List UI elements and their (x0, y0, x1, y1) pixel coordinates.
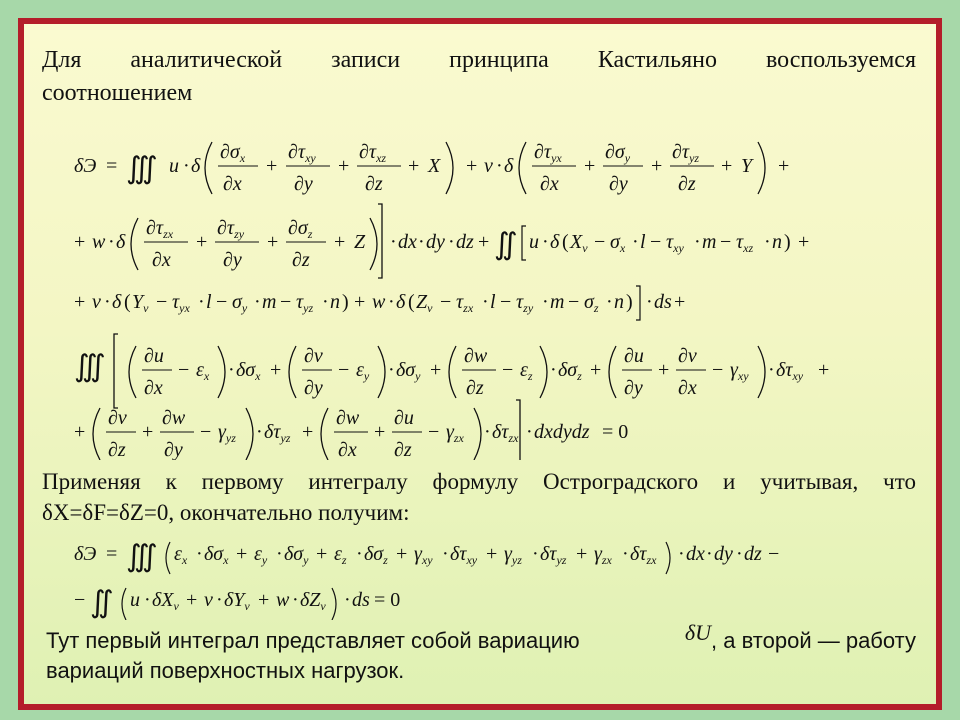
svg-text:l: l (206, 291, 212, 313)
svg-text:δτyz: $\delta\tau_{yz}$ (540, 543, 567, 567)
svg-text:+: + (196, 231, 208, 253)
svg-text:−: − (440, 291, 452, 313)
svg-text:·: · (344, 589, 351, 611)
svg-text:+: + (186, 589, 198, 611)
svg-text:·: · (706, 543, 713, 565)
svg-text:∂σx: $\partial\sigma_x$ (220, 141, 246, 165)
svg-text:+: + (584, 155, 596, 177)
svg-text:∂σz: $\partial\sigma_z$ (288, 217, 313, 241)
svg-text:+: + (236, 543, 248, 565)
svg-text:+: + (430, 359, 442, 381)
svg-text:): ) (626, 291, 633, 313)
svg-text:Xv: $X_v$ (570, 231, 588, 255)
svg-text:∂τyx: $\partial\tau_{yx}$ (534, 141, 562, 165)
svg-text:= 0: = 0 (602, 421, 629, 443)
svg-text:∂τxz: $\partial\tau_{xz}$ (359, 141, 387, 165)
svg-text:·: · (736, 543, 743, 565)
conclusion-text-part-1: Тут первый интеграл представляет собой вариацию (46, 628, 580, 653)
svg-text:−: − (428, 421, 440, 443)
intro-line-1: Для аналитической записи принципа Кастильяно воспользуемся (42, 47, 916, 73)
svg-text:∂v: ∂v (108, 407, 127, 429)
svg-text:∂z: ∂z (292, 249, 310, 271)
slide-frame (18, 18, 942, 710)
svg-text:+: + (486, 543, 498, 565)
svg-text:τxz: $\tau_{xz}$ (736, 231, 754, 255)
svg-text:u: u (169, 155, 179, 177)
svg-text:δЭ: δЭ (74, 543, 97, 565)
svg-text:σy: $\sigma_y$ (232, 291, 248, 315)
svg-text:): ) (784, 231, 791, 253)
svg-text:Yv: $Y_v$ (132, 291, 149, 315)
svg-text:γzx: $\gamma_{zx}$ (594, 543, 612, 567)
svg-text:∂x: ∂x (338, 439, 357, 460)
svg-text:∂τyz: $\partial\tau_{yz}$ (672, 141, 700, 165)
svg-text:+: + (334, 231, 346, 253)
svg-text:w: w (372, 291, 386, 313)
svg-text:w: w (276, 589, 290, 611)
svg-text:Zv: $Z_v$ (416, 291, 433, 315)
svg-text:w: w (92, 231, 106, 253)
svg-text:·: · (228, 359, 235, 381)
svg-text:l: l (640, 231, 646, 253)
svg-text:+: + (798, 231, 810, 253)
svg-text:δ: δ (550, 231, 560, 253)
svg-text:−: − (720, 231, 732, 253)
svg-text:δσx: $\delta\sigma_x$ (236, 359, 261, 383)
svg-text:δσx: $\delta\sigma_x$ (204, 543, 229, 567)
eq1-line-2 (74, 204, 809, 278)
svg-text:δτxy: $\delta\tau_{xy}$ (776, 359, 804, 383)
svg-text:+: + (721, 155, 733, 177)
svg-text:n: n (330, 291, 340, 313)
svg-text:Y: Y (741, 155, 753, 177)
svg-text:·: · (768, 359, 775, 381)
svg-text:∂z: ∂z (466, 377, 484, 399)
svg-text:∂x: ∂x (152, 249, 171, 271)
svg-text:): ) (342, 291, 349, 313)
svg-text:−: − (178, 359, 190, 381)
svg-text:+: + (354, 291, 366, 313)
svg-text:∂w: ∂w (464, 345, 488, 367)
svg-text:(: ( (124, 291, 131, 313)
svg-text:·: · (418, 231, 425, 253)
svg-text:+: + (302, 421, 314, 443)
svg-text:dx: dx (686, 543, 705, 565)
svg-text:·: · (198, 291, 205, 313)
svg-text:·: · (632, 231, 639, 253)
svg-text:−: − (502, 359, 514, 381)
svg-text:γzx: $\gamma_{zx}$ (446, 421, 464, 445)
svg-text:·: · (256, 421, 263, 443)
svg-text:+: + (396, 543, 408, 565)
svg-text:+: + (408, 155, 420, 177)
svg-text:·: · (196, 543, 203, 565)
svg-text:·: · (104, 291, 111, 313)
svg-text:·: · (678, 543, 685, 565)
conclusion-paragraph (46, 620, 916, 686)
svg-text:∂z: ∂z (108, 439, 126, 460)
svg-text:+: + (316, 543, 328, 565)
svg-text:dx: dx (398, 231, 417, 253)
svg-text:εz: $\varepsilon_z$ (520, 359, 533, 383)
svg-text:+: + (267, 231, 279, 253)
svg-text:−: − (650, 231, 662, 253)
svg-text:δ: δ (191, 155, 201, 177)
svg-text:∂u: ∂u (624, 345, 644, 367)
svg-text:−: − (74, 589, 86, 611)
svg-text:v: v (92, 291, 101, 313)
svg-text:τyx: $\tau_{yx}$ (172, 291, 190, 315)
svg-text:v: v (484, 155, 493, 177)
svg-text:δτyz: $\delta\tau_{yz}$ (264, 421, 291, 445)
svg-text:δτzx: $\delta\tau_{zx}$ (630, 543, 657, 567)
svg-text:γyz: $\gamma_{yz}$ (504, 543, 522, 567)
svg-text:ds: ds (654, 291, 672, 313)
svg-text:∂y: ∂y (609, 173, 628, 195)
svg-text:−: − (216, 291, 228, 313)
svg-text:−: − (200, 421, 212, 443)
svg-text:∂w: ∂w (162, 407, 186, 429)
svg-text:ds: ds (352, 589, 370, 611)
svg-text:n: n (614, 291, 624, 313)
svg-text:·: · (388, 291, 395, 313)
svg-text:∂y: ∂y (294, 173, 313, 195)
svg-text:v: v (204, 589, 213, 611)
svg-text:δXv: $\delta X_v$ (152, 589, 179, 613)
svg-text:σx: $\sigma_x$ (610, 231, 626, 255)
svg-text:+: + (674, 291, 686, 313)
eq2-line-2 (74, 586, 400, 620)
svg-text:∭: ∭ (126, 540, 158, 573)
svg-text:∂v: ∂v (304, 345, 323, 367)
svg-text:·: · (532, 543, 539, 565)
svg-text:·: · (356, 543, 363, 565)
svg-text:∂τzx: $\partial\tau_{zx}$ (146, 217, 174, 241)
svg-text:δ: δ (504, 155, 514, 177)
svg-text:∭: ∭ (126, 152, 158, 185)
svg-text:·: · (216, 589, 223, 611)
svg-text:u: u (529, 231, 539, 253)
svg-text:dz: dz (456, 231, 474, 253)
svg-text:m: m (702, 231, 717, 253)
svg-text:∂z: ∂z (365, 173, 383, 195)
eq2-line-1 (74, 540, 779, 574)
svg-text:∂u: ∂u (394, 407, 414, 429)
svg-text:·: · (254, 291, 261, 313)
svg-text:∂z: ∂z (394, 439, 412, 460)
svg-text:=: = (106, 155, 118, 177)
svg-text:δ: δ (112, 291, 122, 313)
svg-text:δτxy: $\delta\tau_{xy}$ (450, 543, 478, 567)
svg-text:δYv: $\delta Y_v$ (224, 589, 250, 613)
svg-text:·: · (108, 231, 115, 253)
svg-text:·: · (442, 543, 449, 565)
svg-text:m: m (550, 291, 565, 313)
svg-text:δ: δ (396, 291, 406, 313)
final-equation (74, 530, 874, 620)
eq1-line-1 (74, 141, 789, 195)
svg-text:δσy: $\delta\sigma_y$ (396, 359, 421, 383)
svg-text:−: − (712, 359, 724, 381)
svg-text:−: − (280, 291, 292, 313)
svg-text:∭: ∭ (74, 350, 106, 383)
svg-text:∂z: ∂z (678, 173, 696, 195)
svg-text:τzx: $\tau_{zx}$ (456, 291, 474, 315)
svg-text:u: u (130, 589, 140, 611)
svg-text:τxy: $\tau_{xy}$ (666, 231, 684, 255)
svg-text:∂σy: $\partial\sigma_y$ (605, 141, 631, 165)
svg-text:∂v: ∂v (678, 345, 697, 367)
svg-text:·: · (482, 291, 489, 313)
svg-text:∂y: ∂y (223, 249, 242, 271)
svg-text:dz: dz (744, 543, 762, 565)
svg-text:δσz: $\delta\sigma_z$ (558, 359, 582, 383)
svg-text:·: · (292, 589, 299, 611)
svg-text:X: X (428, 155, 441, 177)
svg-text:+: + (74, 291, 86, 313)
svg-text:+: + (142, 421, 154, 443)
svg-text:γxy: $\gamma_{xy}$ (730, 359, 749, 383)
svg-text:∂x: ∂x (144, 377, 163, 399)
result-intro-line-2: δX=δF=δZ=0, окончательно получим: (42, 500, 410, 525)
svg-text:σz: $\sigma_z$ (584, 291, 599, 315)
svg-text:·: · (144, 589, 151, 611)
svg-text:m: m (262, 291, 277, 313)
svg-text:·: · (606, 291, 613, 313)
svg-text:+: + (590, 359, 602, 381)
castigliano-equation (74, 120, 914, 460)
svg-text:εy: $\varepsilon_y$ (254, 543, 268, 567)
svg-text:+: + (374, 421, 386, 443)
svg-text:−: − (768, 543, 780, 565)
svg-text:(: ( (408, 291, 415, 313)
svg-text:·: · (550, 359, 557, 381)
svg-text:·: · (496, 155, 503, 177)
svg-text:∂τxy: $\partial\tau_{xy}$ (288, 141, 316, 165)
conclusion-text-part-2: , а второй — работу (711, 628, 916, 653)
svg-text:∂x: ∂x (678, 377, 697, 399)
svg-text:+: + (338, 155, 350, 177)
svg-text:+: + (778, 155, 790, 177)
svg-text:δσy: $\delta\sigma_y$ (284, 543, 309, 567)
result-intro-line-1: Применяя к первому интегралу формулу Остроградского и учитывая, что (42, 469, 916, 494)
svg-text:∂w: ∂w (336, 407, 360, 429)
svg-text:∬: ∬ (90, 586, 114, 619)
svg-text:δσz: $\delta\sigma_z$ (364, 543, 388, 567)
svg-text:·: · (183, 155, 190, 177)
svg-text:∂u: ∂u (144, 345, 164, 367)
svg-text:∂x: ∂x (540, 173, 559, 195)
svg-text:·: · (542, 231, 549, 253)
svg-text:l: l (490, 291, 496, 313)
svg-text:·: · (622, 543, 629, 565)
svg-text:−: − (500, 291, 512, 313)
variation-symbol: δU, а второй — работу (684, 620, 916, 653)
svg-text:·: · (764, 231, 771, 253)
svg-text:·: · (694, 231, 701, 253)
svg-text:dy: dy (714, 543, 733, 565)
svg-text:εx: $\varepsilon_x$ (174, 543, 188, 567)
svg-text:∂y: ∂y (164, 439, 183, 460)
svg-text:·: · (388, 359, 395, 381)
svg-text:+: + (466, 155, 478, 177)
intro-line-2: соотношением (42, 80, 193, 106)
svg-text:−: − (568, 291, 580, 313)
eq1-line-5 (74, 400, 628, 460)
svg-text:·: · (542, 291, 549, 313)
conclusion-line-1 (46, 620, 916, 656)
svg-text:∂y: ∂y (304, 377, 323, 399)
svg-text:(: ( (562, 231, 569, 253)
svg-text:dy: dy (426, 231, 445, 253)
svg-text:+: + (266, 155, 278, 177)
svg-text:·: · (390, 231, 397, 253)
svg-text:= 0: = 0 (374, 589, 401, 611)
svg-text:∂τzy: $\partial\tau_{zy}$ (217, 217, 245, 241)
svg-text:γyz: $\gamma_{yz}$ (218, 421, 236, 445)
svg-text:·: · (322, 291, 329, 313)
svg-text:+: + (818, 359, 830, 381)
eq1-line-3 (74, 286, 685, 320)
eq1-line-4 (74, 334, 829, 408)
svg-text:∂y: ∂y (624, 377, 643, 399)
conclusion-line-2: вариаций поверхностных нагрузок. (46, 658, 405, 683)
svg-text:δ: δ (116, 231, 126, 253)
svg-text:∬: ∬ (494, 228, 518, 261)
svg-text:+: + (651, 155, 663, 177)
svg-text:τyz: $\tau_{yz}$ (296, 291, 314, 315)
svg-text:εy: $\varepsilon_y$ (356, 359, 370, 383)
svg-text:τzy: $\tau_{zy}$ (516, 291, 534, 315)
svg-text:+: + (576, 543, 588, 565)
svg-text:−: − (338, 359, 350, 381)
svg-text:γxy: $\gamma_{xy}$ (414, 543, 433, 567)
svg-text:dxdydz: dxdydz (534, 421, 590, 443)
svg-text:Z: Z (354, 231, 366, 253)
svg-text:n: n (772, 231, 782, 253)
svg-text:εz: $\varepsilon_z$ (334, 543, 347, 567)
svg-text:∂x: ∂x (223, 173, 242, 195)
svg-text:·: · (484, 421, 491, 443)
svg-text:+: + (270, 359, 282, 381)
svg-text:δτzx: $\delta\tau_{zx}$ (492, 421, 519, 445)
svg-text:+: + (478, 231, 490, 253)
svg-text:δЭ: δЭ (74, 155, 97, 177)
svg-text:+: + (74, 231, 86, 253)
svg-text:−: − (156, 291, 168, 313)
svg-text:+: + (258, 589, 270, 611)
svg-text:·: · (276, 543, 283, 565)
svg-text:+: + (74, 421, 86, 443)
svg-text:εx: $\varepsilon_x$ (196, 359, 210, 383)
svg-text:·: · (646, 291, 653, 313)
svg-text:·: · (526, 421, 533, 443)
svg-text:−: − (594, 231, 606, 253)
svg-text:=: = (106, 543, 118, 565)
svg-text:δZv: $\delta Z_v$ (300, 589, 326, 613)
svg-text:·: · (448, 231, 455, 253)
svg-text:+: + (658, 359, 670, 381)
